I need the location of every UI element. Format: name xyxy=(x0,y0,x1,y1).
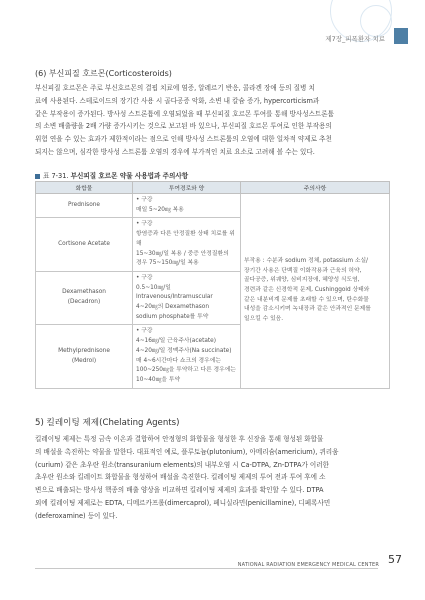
corticosteroids-paragraph xyxy=(35,82,388,159)
route-cell: • 구강 매일 5~20㎎ 복용 xyxy=(133,194,241,218)
text-line: 료에 사용된다. 스테로이드의 장기간 사용 시 골다공증 악화, 소변 내 칼슘 증가, hypercorticism과 xyxy=(35,96,320,105)
corticosteroid-table xyxy=(35,181,390,389)
drug-name-cell: Methylprednisone (Medrol) xyxy=(36,325,133,388)
page-header xyxy=(0,0,425,60)
drug-name-cell: Prednisone xyxy=(36,194,133,218)
column-header: 주의사항 xyxy=(241,182,390,194)
chelating-paragraph xyxy=(35,433,388,523)
route-cell: • 구강 항염증과 다른 안정질환 상태 치료를 위해 15~30㎎/일 복용 / 중증 안정질환의 경우 75~150㎎/일 복용 xyxy=(133,218,241,272)
caption-square-icon xyxy=(35,174,40,179)
route-cell: • 구강 4~16㎎/일 근육주사(acetate) 4~20㎎/일 정맥주사(Na succinate) 매 4~6시간마다 쇼크의 경우에는 100~250㎎을 투약하고 다른 경우에는 10~40㎎을 투약 xyxy=(133,325,241,388)
section-heading-chelating: 5) 킬레이팅 제제(Chelating Agents) xyxy=(35,418,180,428)
table-caption: 표 7-31. 부신피질 호르몬 약물 사용법과 주의사항 xyxy=(35,170,188,180)
text-line: 초우란 원소와 킬레이트 화합물을 형성하여 배설을 촉진한다. 킬레이팅 제제의 투여 전과 투여 후에 소 xyxy=(35,473,326,482)
text-line: (curium) 같은 초우란 원소(transuranium elements)의 내부오염 시 Ca-DTPA, Zn-DTPA가 이러한 xyxy=(35,460,330,469)
text-line: 킬레이팅 제제는 특정 금속 이온과 결합하여 안정형의 화합물을 형성한 후 신장을 통해 형성된 화합물 xyxy=(35,435,324,443)
text-line: (deferoxamine) 등이 있다. xyxy=(35,511,118,520)
text-line: 외에 킬레이팅 제제로는 EDTA, 디메르카프롤(dimercaprol), 페니실라민(penicillamine), 디페록사민 xyxy=(35,498,331,507)
footer-organization: NATIONAL RADIATION EMERGENCY MEDICAL CENTER xyxy=(237,562,379,568)
table-row xyxy=(36,194,390,218)
drug-name-cell: Cortisone Acetate xyxy=(36,218,133,272)
text-line: 부신피질 호르몬은 주로 부신호르몬의 결핍 치료에 염증, 알레르기 반응, 콜라겐 장애 등의 질병 치 xyxy=(35,84,315,92)
page-number: 57 xyxy=(388,553,402,566)
decoration-circle xyxy=(360,5,392,37)
table-header-row xyxy=(36,182,390,194)
route-cell: • 구강 0.5~10㎎/일 Intravenous/Intramuscular 4~20㎎의 Dexamethason sodium phosphate를 투약 xyxy=(133,271,241,325)
text-line: 의 소변 배출량을 2배 가량 증가시키는 것으로 보고된 바 있으나, 부신피질 호르몬 투여로 인한 부작용의 xyxy=(35,122,332,131)
text-line: 변으로 배출되는 방사성 핵종의 배출 양상을 비교하면 킬레이팅 제제의 효과를 확인할 수 있다. DTPA xyxy=(35,486,324,495)
text-line: 위험 연을 수 있는 효과가 제한적이라는 점으로 인해 방사성 스트론튬의 오염에 대한 일차적 약제로 추천 xyxy=(35,135,332,144)
section-heading-corticosteroids: (6) 부신피질 호르몬(Corticosteroids) xyxy=(35,69,172,78)
drug-name-cell: Dexamethason (Decadron) xyxy=(36,271,133,325)
text-line: 같은 부작용이 증가된다. 방사성 스트론튬에 오염되었을 때 부신피질 호르몬 투여를 통해 방사성스트론튬 xyxy=(35,109,335,118)
chapter-title: 제7장_피폭환자 치료 xyxy=(325,35,385,43)
footer-divider xyxy=(35,568,378,569)
text-line: 되지는 않으며, 심각한 방사성 스트론튬 오염의 경우에 부가적인 치료 요소로 고려해 볼 수는 있다. xyxy=(35,147,315,156)
text-line: 의 배설을 촉진하는 약물을 말한다. 대표적인 예로, 플루토늄(plutonium), 아메리슘(americium), 퀴리움 xyxy=(35,447,339,456)
precautions-cell: 부작용 : 수분과 sodium 정체, potassium 소실/ 장기간 사용은 단백질 이화작용과 근육의 허약, 골다공증, 위궤양, 심비지장애, 혜양성 식도염, 경련과 같은 신경학적 문제, Cushinggoid 상태와 같은 내분비계 문제를 초래할 수 있으며, 탄수화물 내성을 감소시키며 녹내장과 같은 안과적인 문제를 일으킬 수 있음. xyxy=(241,194,390,389)
column-header: 화합물 xyxy=(36,182,133,194)
chapter-badge xyxy=(394,28,408,44)
column-header: 투여경로와 양 xyxy=(133,182,241,194)
